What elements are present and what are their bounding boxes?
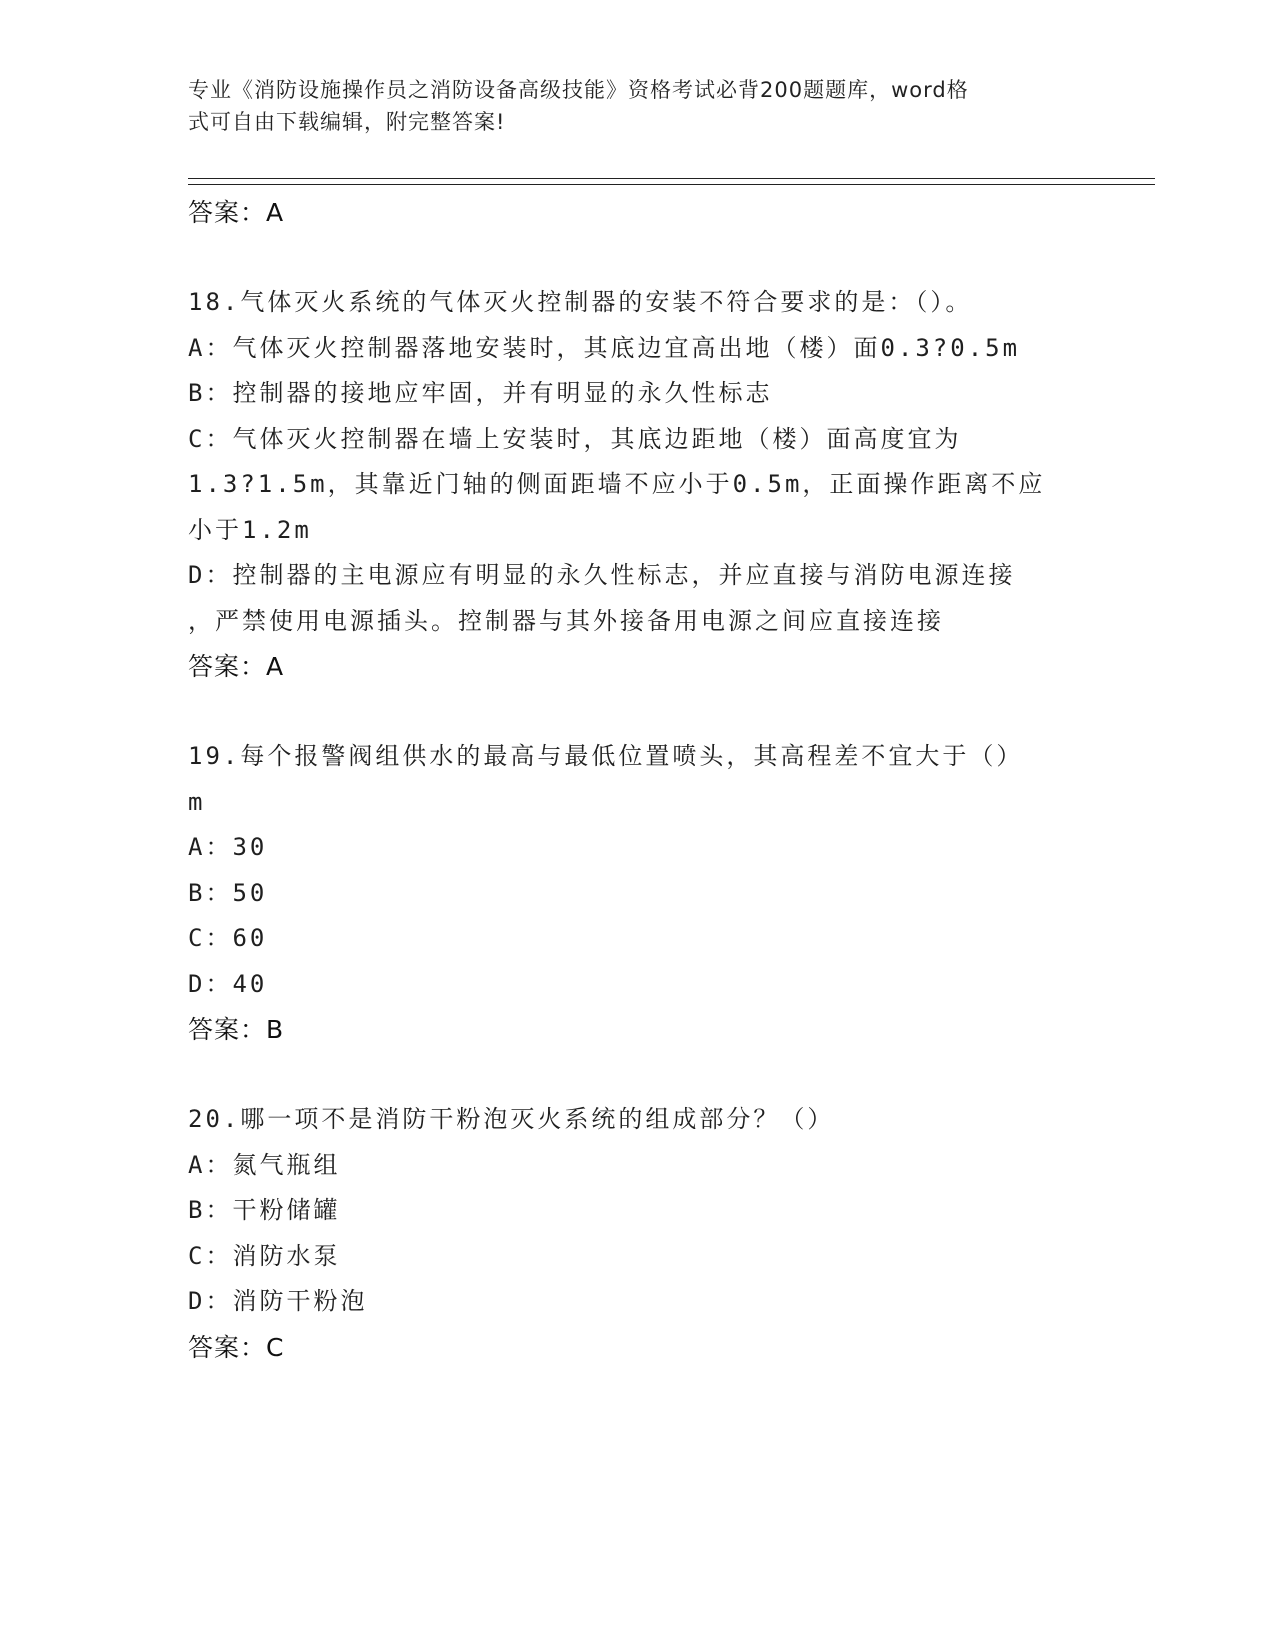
answer: 答案：A [188,652,285,681]
header-line-1: 专业《消防设施操作员之消防设备高级技能》资格考试必背200题题库，word格 [188,78,969,102]
answer: 答案：B [188,1015,285,1044]
question-19 [188,734,1088,1052]
question-text: 18.气体灭火系统的气体灭火控制器的安装不符合要求的是：（）。 [188,288,973,316]
spacer [188,1052,1088,1097]
question-text: 19.每个报警阀组供水的最高与最低位置喷头，其高程差不宜大于（） [188,742,1024,770]
header-divider-top [188,178,1155,179]
document-body [188,190,1088,1370]
document-header [188,74,1068,138]
option-b: B：干粉储罐 [188,1196,341,1224]
header-divider-bottom [188,184,1155,185]
option-c: C：气体灭火控制器在墙上安装时，其底边距地（楼）面高度宜为 [188,424,962,453]
previous-answer: 答案：A [188,198,285,227]
question-20 [188,1097,1088,1370]
header-line-2: 式可自由下载编辑，附完整答案! [188,110,506,134]
spacer [188,689,1088,734]
option-a: A：30 [188,833,268,861]
spacer [188,235,1088,280]
option-d-continued: ，严禁使用电源插头。控制器与其外接备用电源之间应直接连接 [188,606,944,635]
option-a: A：气体灭火控制器落地安装时，其底边宜高出地（楼）面0.3?0.5m [188,333,1021,362]
question-18 [188,280,1088,689]
option-b: B：50 [188,878,268,907]
answer: 答案：C [188,1332,285,1362]
option-c: C：消防水泵 [188,1241,341,1270]
option-c-continued: 1.3?1.5m，其靠近门轴的侧面距墙不应小于0.5m，正面操作距离不应 [188,470,1046,498]
question-text: 20.哪一项不是消防干粉泡灭火系统的组成部分？（） [188,1105,835,1133]
option-a: A：氮气瓶组 [188,1150,341,1179]
option-d: D：控制器的主电源应有明显的永久性标志，并应直接与消防电源连接 [188,561,1016,589]
question-text-continued: m [188,787,206,816]
option-c-continued: 小于1.2m [188,515,312,544]
option-c: C：60 [188,924,268,952]
option-d: D：消防干粉泡 [188,1287,368,1315]
option-b: B：控制器的接地应牢固，并有明显的永久性标志 [188,379,773,407]
option-d: D：40 [188,969,268,998]
